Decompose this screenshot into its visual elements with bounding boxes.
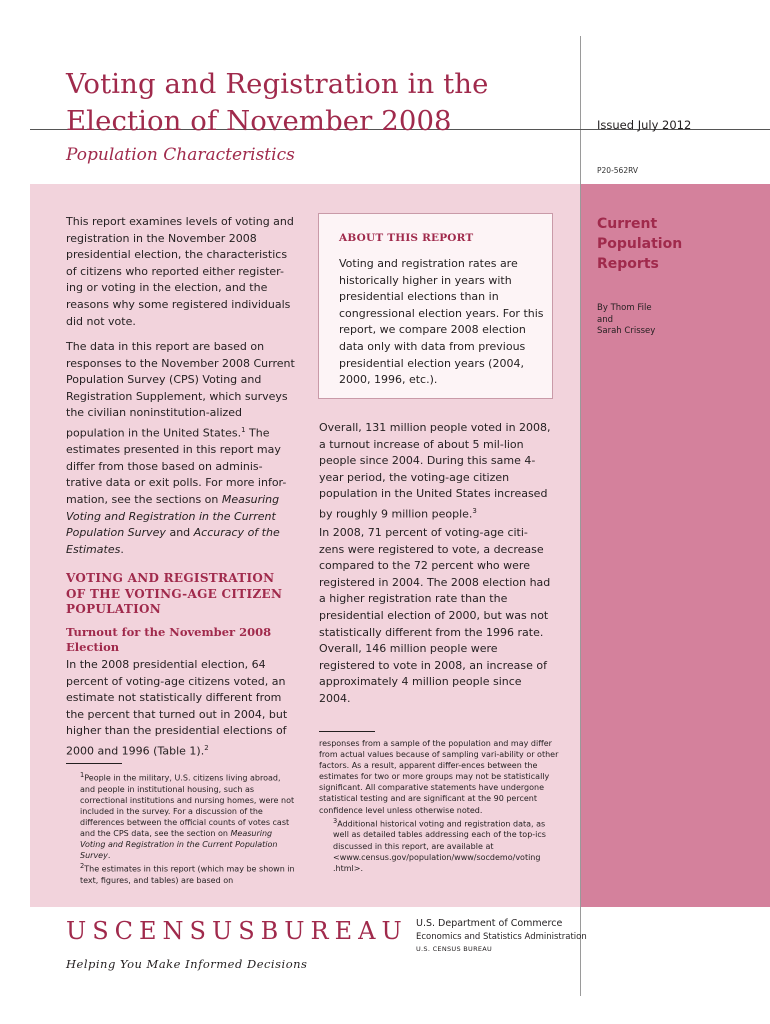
series-line-1: Current — [597, 216, 658, 232]
section-heading — [66, 571, 298, 618]
title-line-1: Voting and Registration in the — [66, 68, 489, 100]
footnote-2-text: The estimates in this report (which may be shown in text, figures, and tables) are based on — [80, 865, 295, 886]
column2-paragraph-2: In 2008, 71 percent of voting-age citi-zens were registered to vote, a decrease compared to the 72 percent who were registered in 2004. The 2008 election had a higher registration rate than the presidential election of 2000, but was not statistically different from the 1996 rate. Overall, 146 million people were registered to vote in 2008, an increase of approximately 4 million people since 2004. — [319, 526, 551, 705]
department-name: U.S. Department of Commerce — [416, 918, 563, 929]
section-heading-line-3: POPULATION — [66, 602, 162, 616]
footnote-rule-left — [66, 763, 122, 764]
intro-p2-text-b: The estimates presented in this report may differ from those based on adminis-trative data or exit polls. For more infor-mation, see the sections on — [66, 426, 287, 506]
intro-p2-emphasis-2: Accuracy of the Estimates — [66, 526, 280, 556]
subsection-heading-line-1: Turnout for the November 2008 — [66, 625, 272, 639]
series-line-2: Population — [597, 236, 683, 252]
about-body: Voting and registration rates are historically higher in years with presidential elections than in congressional election years. For this report, we compare 2008 election data only with data from previous presidential election years (2004, 2000, 1996, etc.). — [339, 257, 544, 387]
footnote-3 — [319, 816, 559, 874]
footnote-1-text-b: . — [107, 851, 111, 861]
about-heading: ABOUT THIS REPORT — [339, 232, 474, 244]
turnout-paragraph — [66, 657, 298, 760]
intro-paragraph-1: This report examines levels of voting and registration in the November 2008 presidential election, the characteristics of citizens who reported either register-ing or voting in the election, and the reasons why some registered individuals did not vote. — [66, 215, 294, 328]
footnote-2 — [66, 861, 298, 886]
footnote-rule-right — [319, 731, 375, 732]
vertical-divider — [580, 36, 581, 996]
series-line-3: Reports — [597, 256, 659, 272]
column2-paragraph-1 — [319, 420, 551, 523]
footnote-2-number: 2 — [80, 862, 85, 871]
census-bureau-logo: USCENSUSBUREAU — [66, 917, 408, 945]
footnote-1-emphasis: Measuring Voting and Registration in the Current Population Survey — [80, 829, 278, 861]
title-line-2: Election of November 2008 — [66, 105, 452, 137]
intro-p2-text-a: The data in this report are based on responses to the November 2008 Current Population Survey (CPS) Voting and Registration Supplement, which surveys the civilian noninstitution-alized population in the United States. — [66, 340, 295, 440]
footnote-3-text: Additional historical voting and registration data, as well as detailed tables addressing each of the top-ics discussed in this report, are available at <www.census.gov/population/www/socdemo/voting .html>. — [333, 819, 546, 873]
issue-date: Issued July 2012 — [597, 118, 692, 132]
rose-sidebar-band — [581, 184, 770, 907]
footnote-1 — [66, 770, 298, 861]
report-subtitle: Population Characteristics — [66, 145, 295, 165]
footnote-1-text-a: People in the military, U.S. citizens living abroad, and people in institutional housing, such as correctional institutions and nursing homes, were not included in the survey. For a discussion of the differences between the official counts of votes cast and the CPS data, see the section on — [80, 773, 295, 839]
subsection-heading-line-2: Election — [66, 640, 120, 654]
author-byline — [597, 303, 655, 338]
footnote-ref-1: 1 — [241, 425, 246, 434]
section-heading-line-2: OF THE VOTING-AGE CITIZEN — [66, 586, 283, 601]
intro-p2-emphasis-1: Measuring Voting and Registration in the Current Population Survey — [66, 493, 280, 540]
intro-p2-text-c: and — [165, 526, 194, 540]
column2-p1-text: Overall, 131 million people voted in 2008, a turnout increase of about 5 mil-lion people since 2004. During this same 4-year period, the voting-age citizen population in the United States increased by roughly 9 million people. — [319, 421, 551, 521]
bureau-name-small: U.S. CENSUS BUREAU — [416, 945, 493, 953]
report-title — [66, 66, 566, 140]
author-1: By Thom File — [597, 303, 652, 313]
footnote-ref-2: 2 — [204, 743, 209, 752]
footnotes-right — [319, 738, 559, 874]
tagline: Helping You Make Informed Decisions — [66, 957, 308, 971]
intro-p2-text-d: . — [120, 542, 124, 556]
footnote-1-number: 1 — [80, 771, 85, 779]
byline-and: and — [597, 314, 613, 325]
intro-paragraph-2 — [66, 339, 298, 558]
section-heading-line-1: VOTING AND REGISTRATION — [66, 571, 275, 585]
series-title — [597, 214, 747, 274]
footnotes-left — [66, 770, 298, 886]
footnote-3-number: 3 — [333, 816, 338, 825]
turnout-text: In the 2008 presidential election, 64 percent of voting-age citizens voted, an estimate not statistically different from the percent that turned out in 2004, but higher than the presidential elections of 2000 and 1996 (Table 1). — [66, 658, 288, 758]
footnote-2-continued: responses from a sample of the population and may differ from actual values because of sampling vari-ability or other factors. As a result, apparent differ-ences between the estimates for two or more groups may not be statistically significant. All comparative statements have undergone statistical testing and are significant at the 90 percent confidence level unless otherwise noted. — [319, 739, 559, 815]
subsection-heading — [66, 625, 298, 655]
author-2: Sarah Crissey — [597, 326, 656, 336]
administration-name: Economics and Statistics Administration — [416, 932, 587, 942]
document-number: P20-562RV — [597, 166, 639, 175]
footnote-ref-3: 3 — [472, 506, 477, 515]
